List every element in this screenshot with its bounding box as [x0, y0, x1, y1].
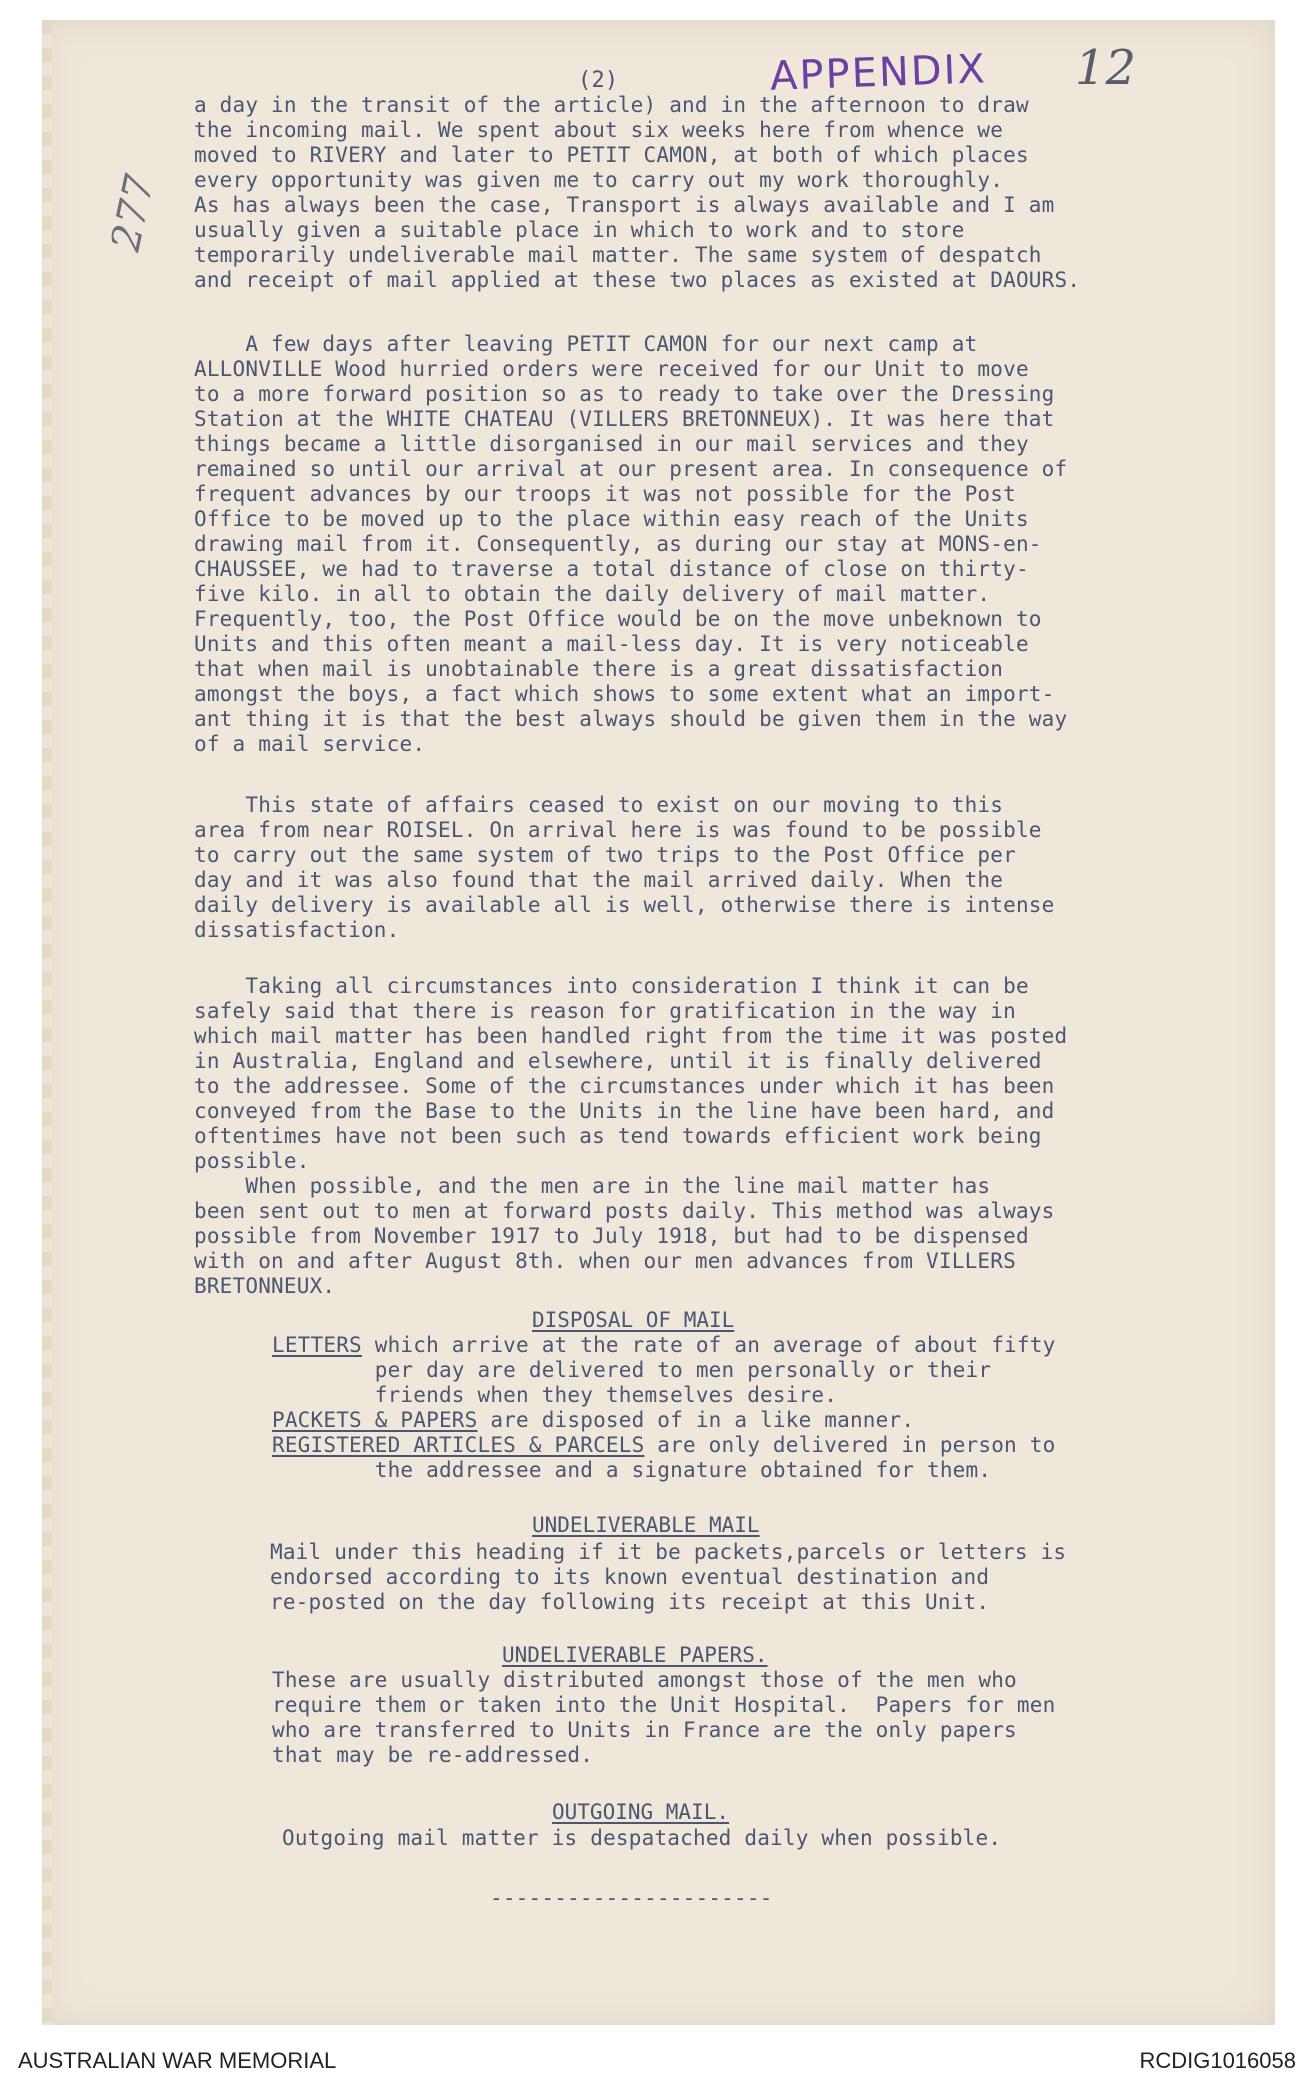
text-line: to a more forward position so as to ready to take over the Dressing — [194, 382, 1055, 406]
text-line: ant thing it is that the best always should be given them in the way — [194, 707, 1068, 731]
page-number: (2) — [578, 68, 619, 93]
paragraph-2 — [194, 332, 1067, 757]
text-line: BRETONNEUX. — [194, 1274, 336, 1298]
text-line: Office to be moved up to the place within easy reach of the Units — [194, 507, 1029, 531]
text-line: usually given a suitable place in which to work and to store — [194, 218, 965, 242]
text-line: possible from November 1917 to July 1918, but had to be dispensed — [194, 1224, 1029, 1248]
text-line: Frequently, too, the Post Office would be on the move unbeknown to — [194, 607, 1042, 631]
torn-paper-edge — [42, 20, 52, 2025]
text-line: and receipt of mail applied at these two places as existed at DAOURS. — [194, 268, 1081, 292]
text-line: friends when they themselves desire. — [272, 1383, 838, 1407]
text-line: endorsed according to its known eventual destination and — [270, 1565, 990, 1589]
appendix-stamp: APPENDIX — [769, 46, 988, 100]
registered-line — [272, 1433, 1055, 1458]
appendix-number-handwritten: 12 — [1075, 40, 1137, 96]
text-line: oftentimes have not been such as tend towards efficient work being — [194, 1124, 1042, 1148]
footer-institution: AUSTRALIAN WAR MEMORIAL — [18, 2048, 337, 2073]
text-line: re-posted on the day following its receipt at this Unit. — [270, 1590, 990, 1614]
letters-text: which arrive at the rate of an average of about fifty — [361, 1333, 1056, 1357]
outgoing-mail-heading: OUTGOING MAIL. — [552, 1800, 730, 1824]
packets-label: PACKETS & PAPERS — [272, 1408, 478, 1432]
text-line: been sent out to men at forward posts daily. This method was always — [194, 1199, 1055, 1223]
text-line: daily delivery is available all is well, otherwise there is intense — [194, 893, 1055, 917]
paragraph-4 — [194, 974, 1067, 1299]
undeliverable-mail-section — [270, 1540, 1066, 1615]
text-line: possible. — [194, 1149, 310, 1173]
text-line: amongst the boys, a fact which shows to some extent what an import- — [194, 682, 1055, 706]
text-line: temporarily undeliverable mail matter. The same system of despatch — [194, 243, 1042, 267]
text-line: to the addressee. Some of the circumstances under which it has been — [194, 1074, 1055, 1098]
letters-label: LETTERS — [272, 1333, 362, 1357]
registered-label: REGISTERED ARTICLES & PARCELS — [272, 1433, 645, 1457]
text-line: When possible, and the men are in the line mail matter has — [194, 1174, 991, 1198]
text-line: the incoming mail. We spent about six weeks here from whence we — [194, 118, 1004, 142]
text-line: Station at the WHITE CHATEAU (VILLERS BRETONNEUX). It was here that — [194, 407, 1055, 431]
text-line: safely said that there is reason for gratification in the way in — [194, 999, 1016, 1023]
text-line: dissatisfaction. — [194, 918, 400, 942]
margin-folio-number: 277 — [102, 170, 164, 256]
undeliverable-papers-heading: UNDELIVERABLE PAPERS. — [502, 1643, 768, 1667]
text-line: a day in the transit of the article) and in the afternoon to draw — [194, 93, 1029, 117]
text-line: which mail matter has been handled right from the time it was posted — [194, 1024, 1068, 1048]
text-line: moved to RIVERY and later to PETIT CAMON, at both of which places — [194, 143, 1029, 167]
text-line: frequent advances by our troops it was not possible for the Post — [194, 482, 1016, 506]
packets-line — [272, 1408, 1055, 1433]
text-line: day and it was also found that the mail arrived daily. When the — [194, 868, 1004, 892]
text-line: remained so until our arrival at our present area. In consequence of — [194, 457, 1068, 481]
text-line: that when mail is unobtainable there is a great dissatisfaction — [194, 657, 1004, 681]
text-line: CHAUSSEE, we had to traverse a total distance of close on thirty- — [194, 557, 1029, 581]
paragraph-1 — [194, 93, 1080, 293]
text-line: that may be re-addressed. — [272, 1743, 594, 1767]
text-line: of a mail service. — [194, 732, 426, 756]
text-line: Outgoing mail matter is despatached daily when possible. — [282, 1826, 1002, 1850]
text-line: ALLONVILLE Wood hurried orders were received for our Unit to move — [194, 357, 1029, 381]
text-line: drawing mail from it. Consequently, as during our stay at MONS-en- — [194, 532, 1042, 556]
end-rule: ---------------------- — [490, 1886, 773, 1910]
text-line: require them or taken into the Unit Hospital. Papers for men — [272, 1693, 1056, 1717]
text-line: area from near ROISEL. On arrival here is was found to be possible — [194, 818, 1042, 842]
text-line: Mail under this heading if it be packets,parcels or letters is — [270, 1540, 1067, 1564]
registered-text: are only delivered in person to — [644, 1433, 1056, 1457]
text-line: with on and after August 8th. when our men advances from VILLERS — [194, 1249, 1016, 1273]
undeliverable-papers-section — [272, 1668, 1055, 1768]
text-line: Taking all circumstances into consideration I think it can be — [194, 974, 1029, 998]
undeliverable-mail-heading: UNDELIVERABLE MAIL — [532, 1513, 760, 1537]
text-line: per day are delivered to men personally or their — [272, 1358, 992, 1382]
text-line: This state of affairs ceased to exist on our moving to this — [194, 793, 1004, 817]
text-line: Units and this often meant a mail-less day. It is very noticeable — [194, 632, 1029, 656]
outgoing-mail-section — [282, 1826, 1001, 1851]
disposal-heading: DISPOSAL OF MAIL — [532, 1308, 735, 1332]
packets-text: are disposed of in a like manner. — [477, 1408, 915, 1432]
text-line: A few days after leaving PETIT CAMON for our next camp at — [194, 332, 978, 356]
text-line: As has always been the case, Transport is always available and I am — [194, 193, 1055, 217]
disposal-section — [272, 1333, 1055, 1483]
text-line: who are transferred to Units in France are the only papers — [272, 1718, 1017, 1742]
text-line: These are usually distributed amongst those of the men who — [272, 1668, 1017, 1692]
letters-line — [272, 1333, 1055, 1358]
text-line: to carry out the same system of two trips to the Post Office per — [194, 843, 1016, 867]
text-line: every opportunity was given me to carry out my work thoroughly. — [194, 168, 1004, 192]
text-line: the addressee and a signature obtained for them. — [272, 1458, 992, 1482]
text-line: five kilo. in all to obtain the daily delivery of mail matter. — [194, 582, 991, 606]
paragraph-3 — [194, 793, 1055, 943]
footer-record-id: RCDIG1016058 — [1139, 2048, 1296, 2073]
text-line: conveyed from the Base to the Units in the line have been hard, and — [194, 1099, 1055, 1123]
text-line: in Australia, England and elsewhere, until it is finally delivered — [194, 1049, 1042, 1073]
text-line: things became a little disorganised in our mail services and they — [194, 432, 1029, 456]
